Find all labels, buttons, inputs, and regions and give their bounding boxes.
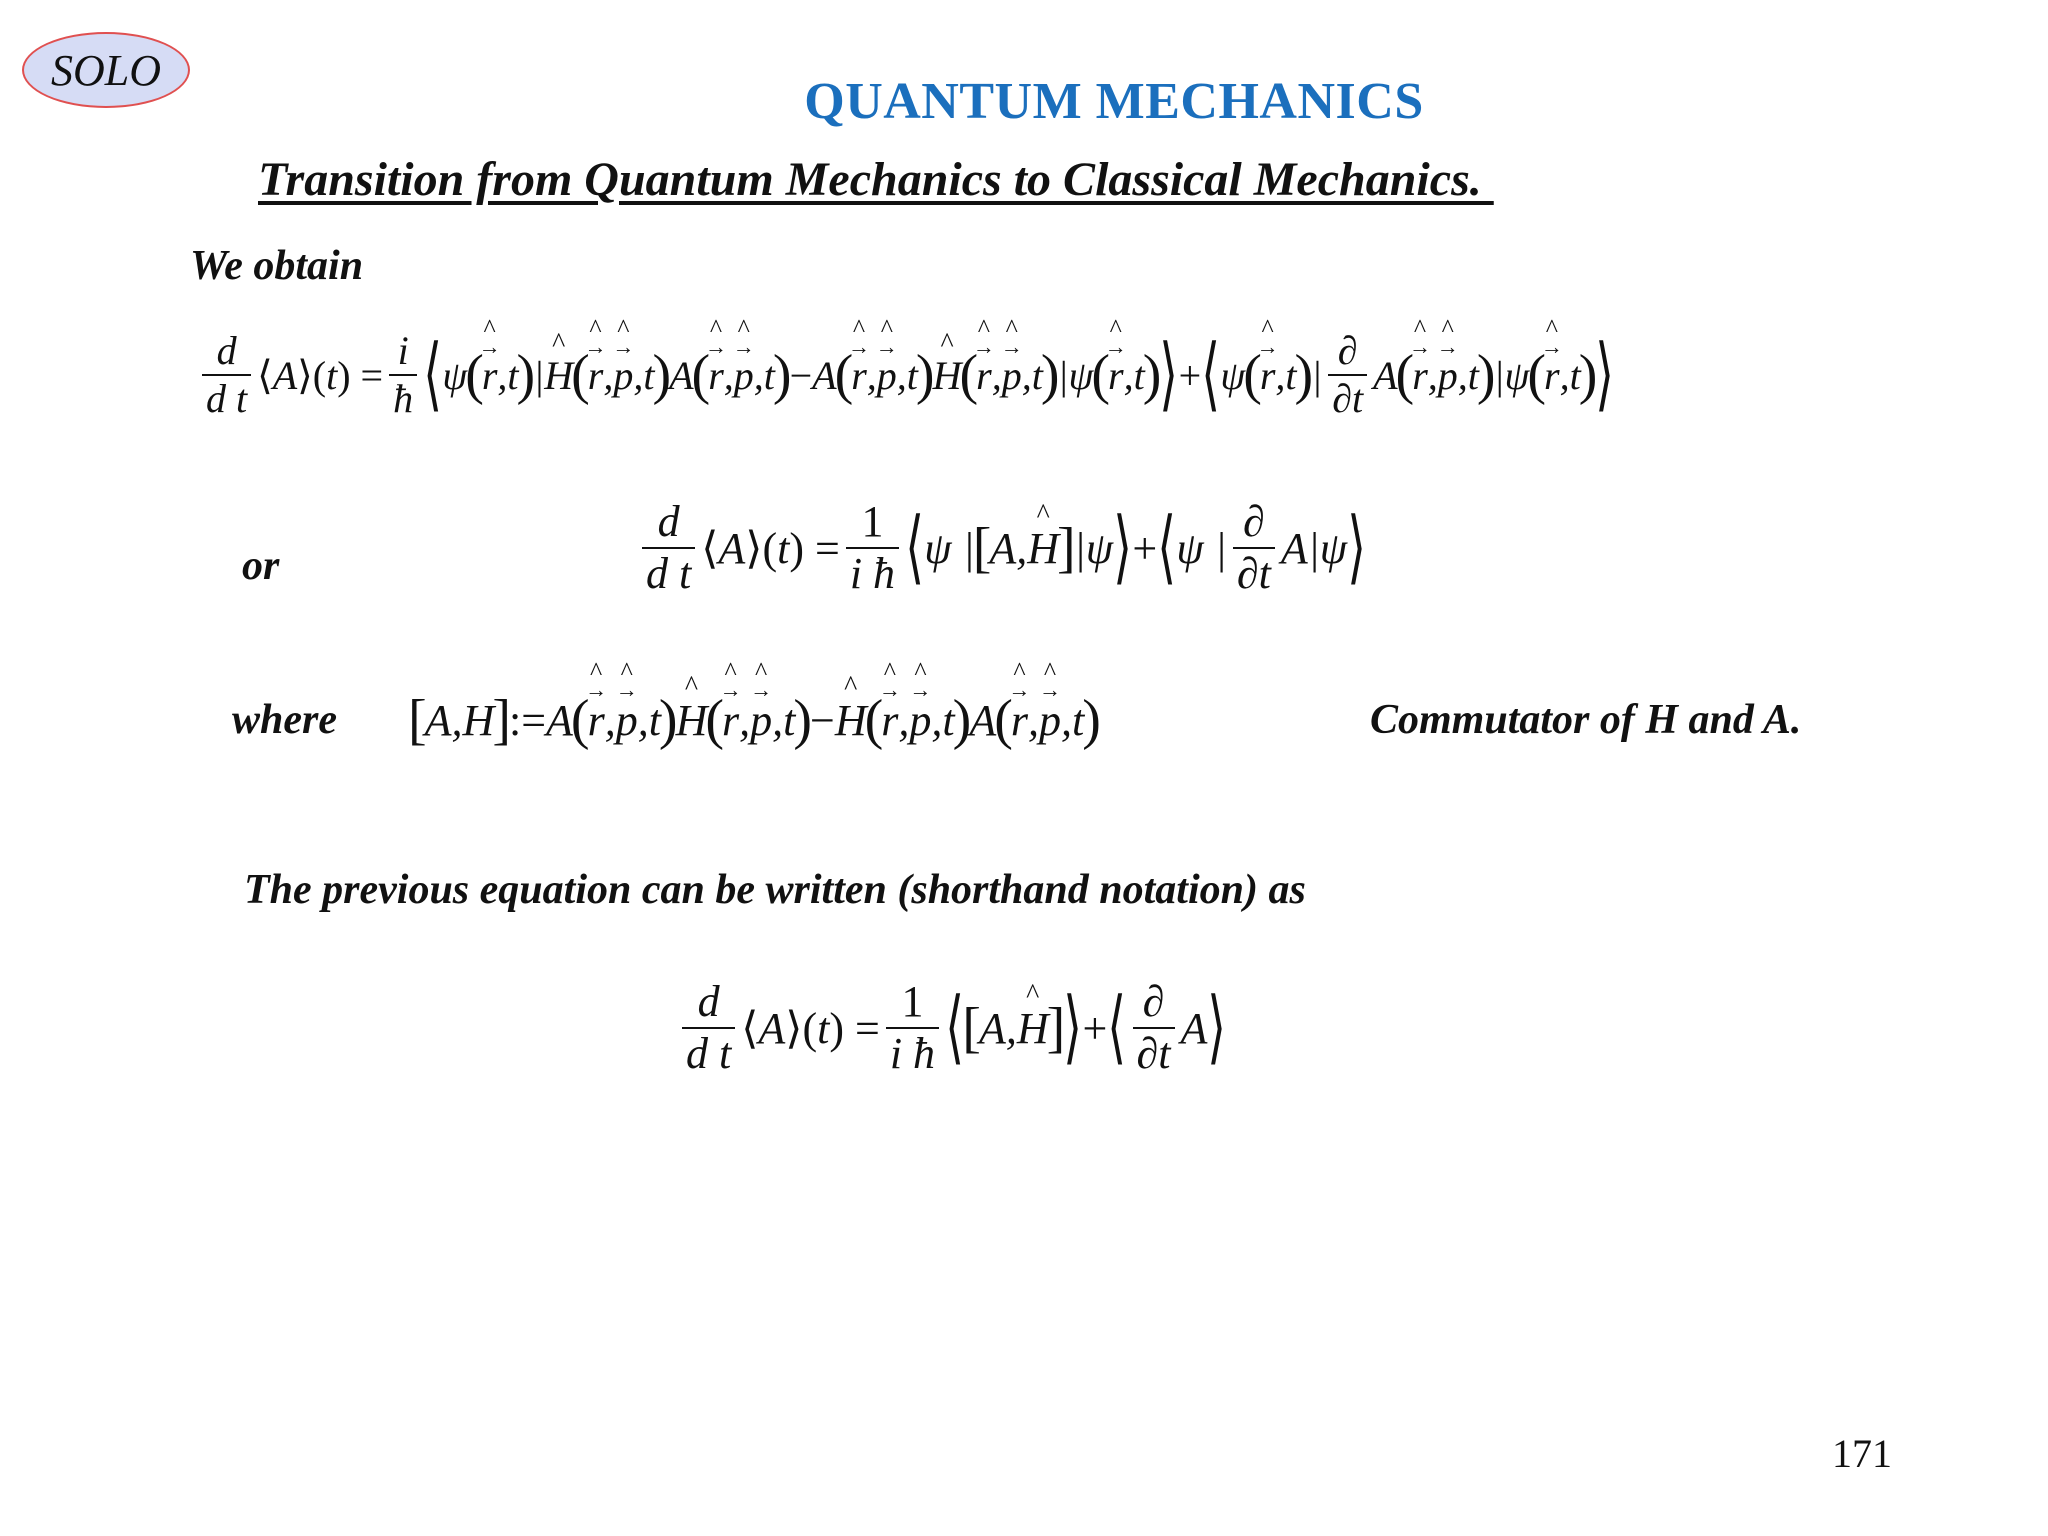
we-obtain-label: We obtain bbox=[190, 243, 364, 289]
shorthand-label: The previous equation can be written (shorthand notation) as bbox=[244, 867, 1306, 913]
commutator-label: Commutator of H and A. bbox=[1370, 697, 1802, 743]
solo-logo: SOLO bbox=[22, 32, 190, 108]
page-number: 171 bbox=[1832, 1431, 1892, 1476]
equation-expectation-derivative-full: $\frac{d}{\text{d t}}$ ⟨ A ⟩( t ) = $\frac{i}{ħ}$ ⟨ ψ ( → r ^ ,t ) | ^ H ( → r ^ , → p ^ ,t ) A ( → r ^ , → p ^ ,t ) − A ( → r ^ , → p ^ ,t ) ^ H ( → r ^ , → p ^ ,t ) |ψ ( → r ^ ,t ) ⟩ + ⟨ ψ ( → r ^ ,t ) | $\frac{\partial}{\partial t}$ A ( → r ^ , → p ^ ,t ) |ψ ( → r ^ ,t ) ⟩ bbox=[196, 310, 1615, 440]
slide-subtitle: Transition from Quantum Mechanics to Classical Mechanics. bbox=[258, 153, 1494, 206]
equation-expectation-derivative-commutator: $\frac{d}{\text{d t}}$ ⟨ A ⟩( t ) = $\frac{1}{\text{i ħ}}$ ⟨ ψ | [ A, ^ H ] |ψ ⟩ + ⟨ ψ | $\frac{\partial}{\partial t}$ A|ψ ⟩ bbox=[636, 486, 1366, 610]
where-label: where bbox=[232, 697, 337, 743]
equation-expectation-derivative-shorthand: $\frac{d}{\text{d t}}$ ⟨ A ⟩( t ) = $\frac{1}{\text{i ħ}}$ ⟨ [ A, ^ H ] ⟩ + ⟨ $\frac{\partial}{\partial t}$ A ⟩ bbox=[676, 966, 1227, 1090]
page-title: QUANTUM MECHANICS bbox=[804, 73, 1424, 130]
equation-commutator-definition: [ A,H ] := A ( → r ^ , → p ^ ,t ) ^ H ( → r ^ , → p ^ ,t ) − ^ H ( → r ^ , → p ^ ,t ) A ( → r ^ , → p ^ ,t ) bbox=[410, 680, 1099, 760]
or-label: or bbox=[242, 543, 280, 589]
